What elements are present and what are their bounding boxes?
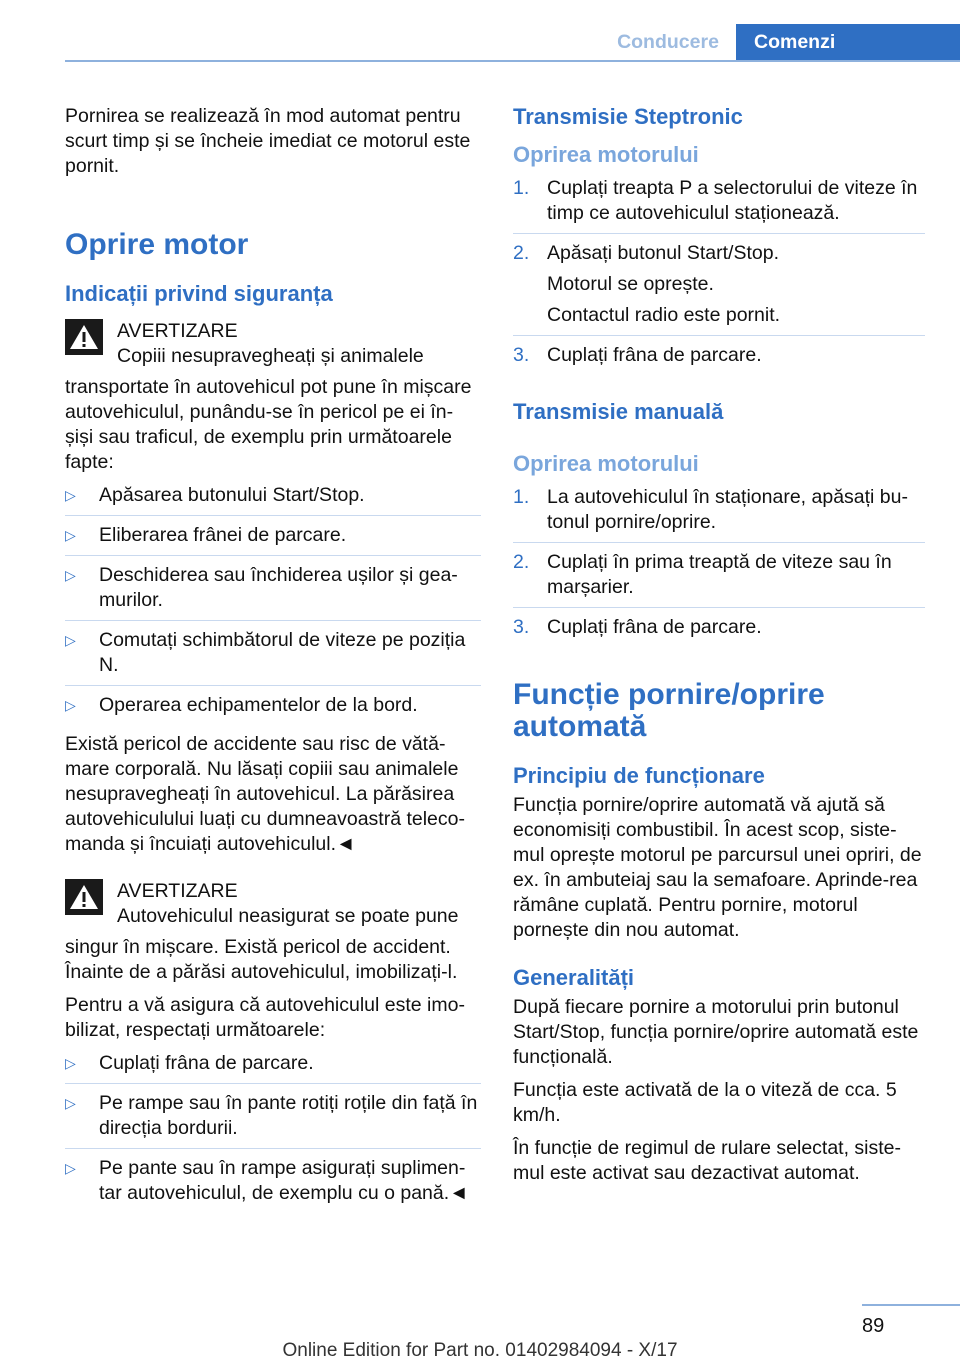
triangle-bullet-icon: ▷ xyxy=(65,1095,76,1111)
list-item: ▷ Operarea echipamentelor de la bord. xyxy=(65,694,418,716)
warning-text: singur în mișcare. Există pericol de accident. Înainte de a părăsi autovehiculul, imobilizați-l. xyxy=(65,936,458,983)
list-item: ▷ Comutați schimbătorul de viteze pe poziția N. xyxy=(65,628,481,686)
manual-subheading: Oprirea motorului xyxy=(513,451,699,476)
list-item: ▷ Eliberarea frânei de parcare. xyxy=(65,523,481,556)
right-column xyxy=(513,104,925,1194)
list-item: ▷ Deschiderea sau închiderea ușilor și gea-murilor. xyxy=(65,563,481,621)
list-item: 1. La autovehiculul în staționare, apăsați bu-tonul pornire/oprire. xyxy=(513,485,925,543)
warning-paragraph: Pentru a vă asigura că autovehiculul este imo-bilizat, respectați următoarele: xyxy=(65,994,465,1041)
header-rule xyxy=(65,60,960,62)
general-p2: Funcția este activată de la o viteză de cca. 5 km/h. xyxy=(513,1079,897,1126)
section-title-oprire-motor: Oprire motor xyxy=(65,228,249,261)
footer-rule xyxy=(862,1304,960,1306)
list-item: ▷ Cuplați frâna de parcare. xyxy=(65,1051,481,1084)
left-column xyxy=(65,104,481,1220)
warning-lead: Copiii nesupravegheați și animalele xyxy=(117,345,424,367)
list-item: 1. Cuplați treapta P a selectorului de viteze în timp ce autovehiculul staționează. xyxy=(513,176,925,234)
list-item: 3. Cuplați frâna de parcare. xyxy=(513,616,762,638)
steptronic-steps xyxy=(513,176,925,375)
list-item: ▷ Pe pante sau în rampe asigurați suplimen-tar autovehiculul, de exemplu cu o pană.◄ xyxy=(65,1157,469,1204)
warning-lead: Autovehiculul neasigurat se poate pune xyxy=(117,905,459,927)
principle-heading: Principiu de funcționare xyxy=(513,763,765,788)
page-number: 89 xyxy=(862,1315,885,1337)
steptronic-heading: Transmisie Steptronic xyxy=(513,104,743,129)
list-item: ▷ Apăsarea butonului Start/Stop. xyxy=(65,483,481,516)
manual-steps xyxy=(513,485,925,647)
warning-block-1 xyxy=(65,319,481,857)
general-p1: După fiecare pornire a motorului prin butonul Start/Stop, funcția pornire/oprire automată este funcțională. xyxy=(513,996,919,1068)
warning-label: AVERTIZARE xyxy=(117,880,238,902)
triangle-bullet-icon: ▷ xyxy=(65,567,76,583)
triangle-bullet-icon: ▷ xyxy=(65,487,76,503)
steptronic-subheading: Oprirea motorului xyxy=(513,142,699,167)
general-heading: Generalități xyxy=(513,965,635,990)
warning-header-1 xyxy=(65,319,481,369)
triangle-bullet-icon: ▷ xyxy=(65,1055,76,1071)
triangle-bullet-icon: ▷ xyxy=(65,632,76,648)
triangle-bullet-icon: ▷ xyxy=(65,697,76,713)
triangle-bullet-icon: ▷ xyxy=(65,1160,76,1176)
principle-text: Funcția pornire/oprire automată vă ajută să economisiți combustibil. În acest scop, siste-mul oprește motorul pe parcursul unei opriri, de ex. în ambuteiaj sau la semafoare. Aprinde-rea rămâne cuplată. Pentru pornire, motorul pornește din nou automat. xyxy=(513,794,922,941)
safety-heading: Indicații privind siguranța xyxy=(65,281,333,306)
intro-paragraph: Pornirea se realizează în mod automat pentru scurt timp și se încheie imediat ce motorul este pornit. xyxy=(65,105,471,177)
edition-footer: Online Edition for Part no. 01402984094 - X/17 xyxy=(282,1340,678,1361)
manual-heading: Transmisie manuală xyxy=(513,399,724,424)
warning-header-2 xyxy=(65,879,481,929)
warning-list-1 xyxy=(65,483,481,725)
general-p3: În funcție de regimul de rulare selectat, siste-mul este activat sau dezactivat automat. xyxy=(513,1137,902,1184)
triangle-bullet-icon: ▷ xyxy=(65,527,76,543)
chapter-tab-conducere: Conducere xyxy=(617,31,719,53)
warning-list-2 xyxy=(65,1051,481,1213)
warning-triangle-icon xyxy=(65,879,103,915)
chapter-tab-comenzi: Comenzi xyxy=(736,24,960,60)
list-item: 3. Cuplați frâna de parcare. xyxy=(513,344,762,366)
warning-block-2 xyxy=(65,879,481,1213)
list-item: 2. Cuplați în prima treaptă de viteze sau în marșarier. xyxy=(513,550,925,608)
list-item: ▷ Pe rampe sau în pante rotiți roțile din față în direcția bordurii. xyxy=(65,1091,481,1149)
section-title-auto-start-stop: Funcție pornire/oprire automată xyxy=(513,678,825,743)
list-item: 2. Apăsați butonul Start/Stop. Motorul se oprește. Contactul radio este pornit. xyxy=(513,241,925,336)
warning-text: transportate în autovehicul pot pune în mișcare autovehiculul, punându-se în pericol pe ei în-șiși sau traficul, de exemplu prin următoarele fapte: xyxy=(65,376,472,473)
page-header xyxy=(0,0,960,62)
warning-label: AVERTIZARE xyxy=(117,320,238,342)
warning-triangle-icon xyxy=(65,319,103,355)
warning-closing: Există pericol de accidente sau risc de vătă-mare corporală. Nu lăsați copiii sau animalele nesupravegheați în autovehicul. La părăsirea autovehiculului luați cu dumneavoastră teleco-manda și încuiați autovehiculul.◄ xyxy=(65,733,465,855)
